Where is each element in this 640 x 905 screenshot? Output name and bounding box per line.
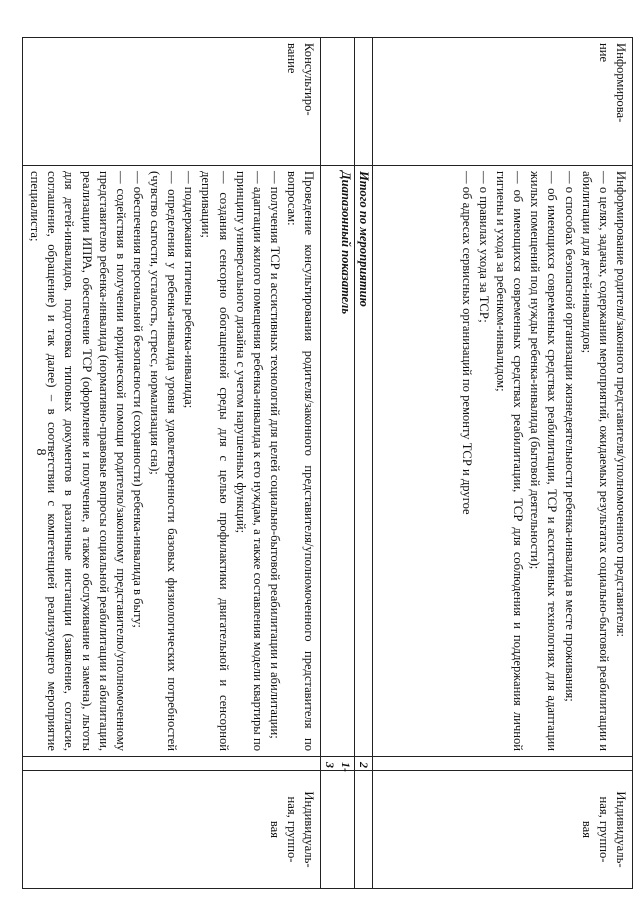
- empty-cell: [354, 771, 372, 889]
- summary-value: 1-3: [321, 757, 355, 771]
- rehabilitation-table: [22, 37, 633, 889]
- description-line: — создания сенсорно обогащенной среды для с целью профилактики двигательной и сенсорной депривации;: [199, 171, 231, 751]
- empty-cell: [321, 771, 355, 889]
- table-row: [23, 38, 321, 889]
- description-line: Проведение консультирования родителя/законного представителя/уполномоченного представителя по вопросам:: [285, 171, 317, 751]
- description-line: — о правилах ухода за ТСР;: [477, 171, 491, 323]
- summary-label: Диапазонный показатель: [321, 166, 355, 757]
- form-of-work: Индивидуаль- ная, группо- вая: [373, 771, 633, 889]
- description-line: — обеспечения персональной безопасности (сохранности) ребенка-инвалида в быту;: [131, 171, 145, 628]
- empty-cell: [23, 757, 321, 771]
- summary-label: Итого по мероприятию: [354, 166, 372, 757]
- description-line: — получения ТСР и ассистивных технологий для целей социально-бытовой реабилитации и абилитации;: [268, 171, 282, 739]
- description-line: — об адресах сервисных организаций по ремонту ТСР и другое: [459, 171, 474, 515]
- page-number: 8: [33, 448, 48, 456]
- description-line: — об имеющихся современных средствах реабилитации, ТСР и ассистивных технологиях для адаптации жилых помещений под нужды ребенка-инвалида (бытовой деятельности);: [528, 171, 560, 751]
- event-description: [373, 166, 633, 757]
- event-description: [23, 166, 321, 757]
- description-line: — поддержания гигиены ребенка-инвалида;: [182, 171, 197, 409]
- description-line: Информирование родителя/законного представителя/уполномоченного представителя:: [614, 171, 628, 638]
- event-name: Консультиро- вание: [23, 38, 321, 166]
- description-line: — содействия в получении юридической помощи родителю/законному представителю/уполномоченному представителю ребенка-инвалида (нормативно-правовые вопросы социальной реабилитации и абилитации, реализации ИПРА, обеспечение ТСР (оформление и получение, а также обслуживание и замена), льготы для детей-инвалидов, подготовка типовых документов в различные инстанции (заявление, согласие, соглашение, обращение) и так далее) – в соответствии с компетенцией реализующего мероприятие специалиста;: [28, 171, 128, 751]
- summary-row: [354, 38, 372, 889]
- description-line: — о способах безопасной организации жизнедеятельности ребенка-инвалида в месте проживания;: [562, 171, 577, 702]
- event-name: Информирова- ние: [373, 38, 633, 166]
- description-line: — адаптации жилого помещения ребенка-инвалида к его нуждам, а также составления модели квартиры по принципу универсального дизайна с учетом нарушенных функций;: [233, 171, 265, 751]
- description-line: — определения у ребенка-инвалида уровня удовлетворенности базовых физиологических потребностей (чувство сытости, усталость, стресс, нормализация сна);: [148, 171, 180, 751]
- summary-row: [321, 38, 355, 889]
- form-of-work: Индивидуаль- ная, группо- вая: [23, 771, 321, 889]
- empty-cell: [354, 38, 372, 166]
- description-line: — о целях, задачах, содержании мероприятий, ожидаемых результатах социально-бытовой реабилитации и абилитации для детей-инвалидов;: [579, 171, 611, 751]
- description-line: — об имеющихся современных средствах реабилитации, ТСР для соблюдения и поддержания личной гигиены и ухода за ребенком-инвалидом;: [494, 171, 526, 751]
- summary-value: 2: [354, 757, 372, 771]
- empty-cell: [373, 757, 633, 771]
- empty-cell: [321, 38, 355, 166]
- table-row: [373, 38, 633, 889]
- rotated-table-wrapper: [28, 37, 633, 888]
